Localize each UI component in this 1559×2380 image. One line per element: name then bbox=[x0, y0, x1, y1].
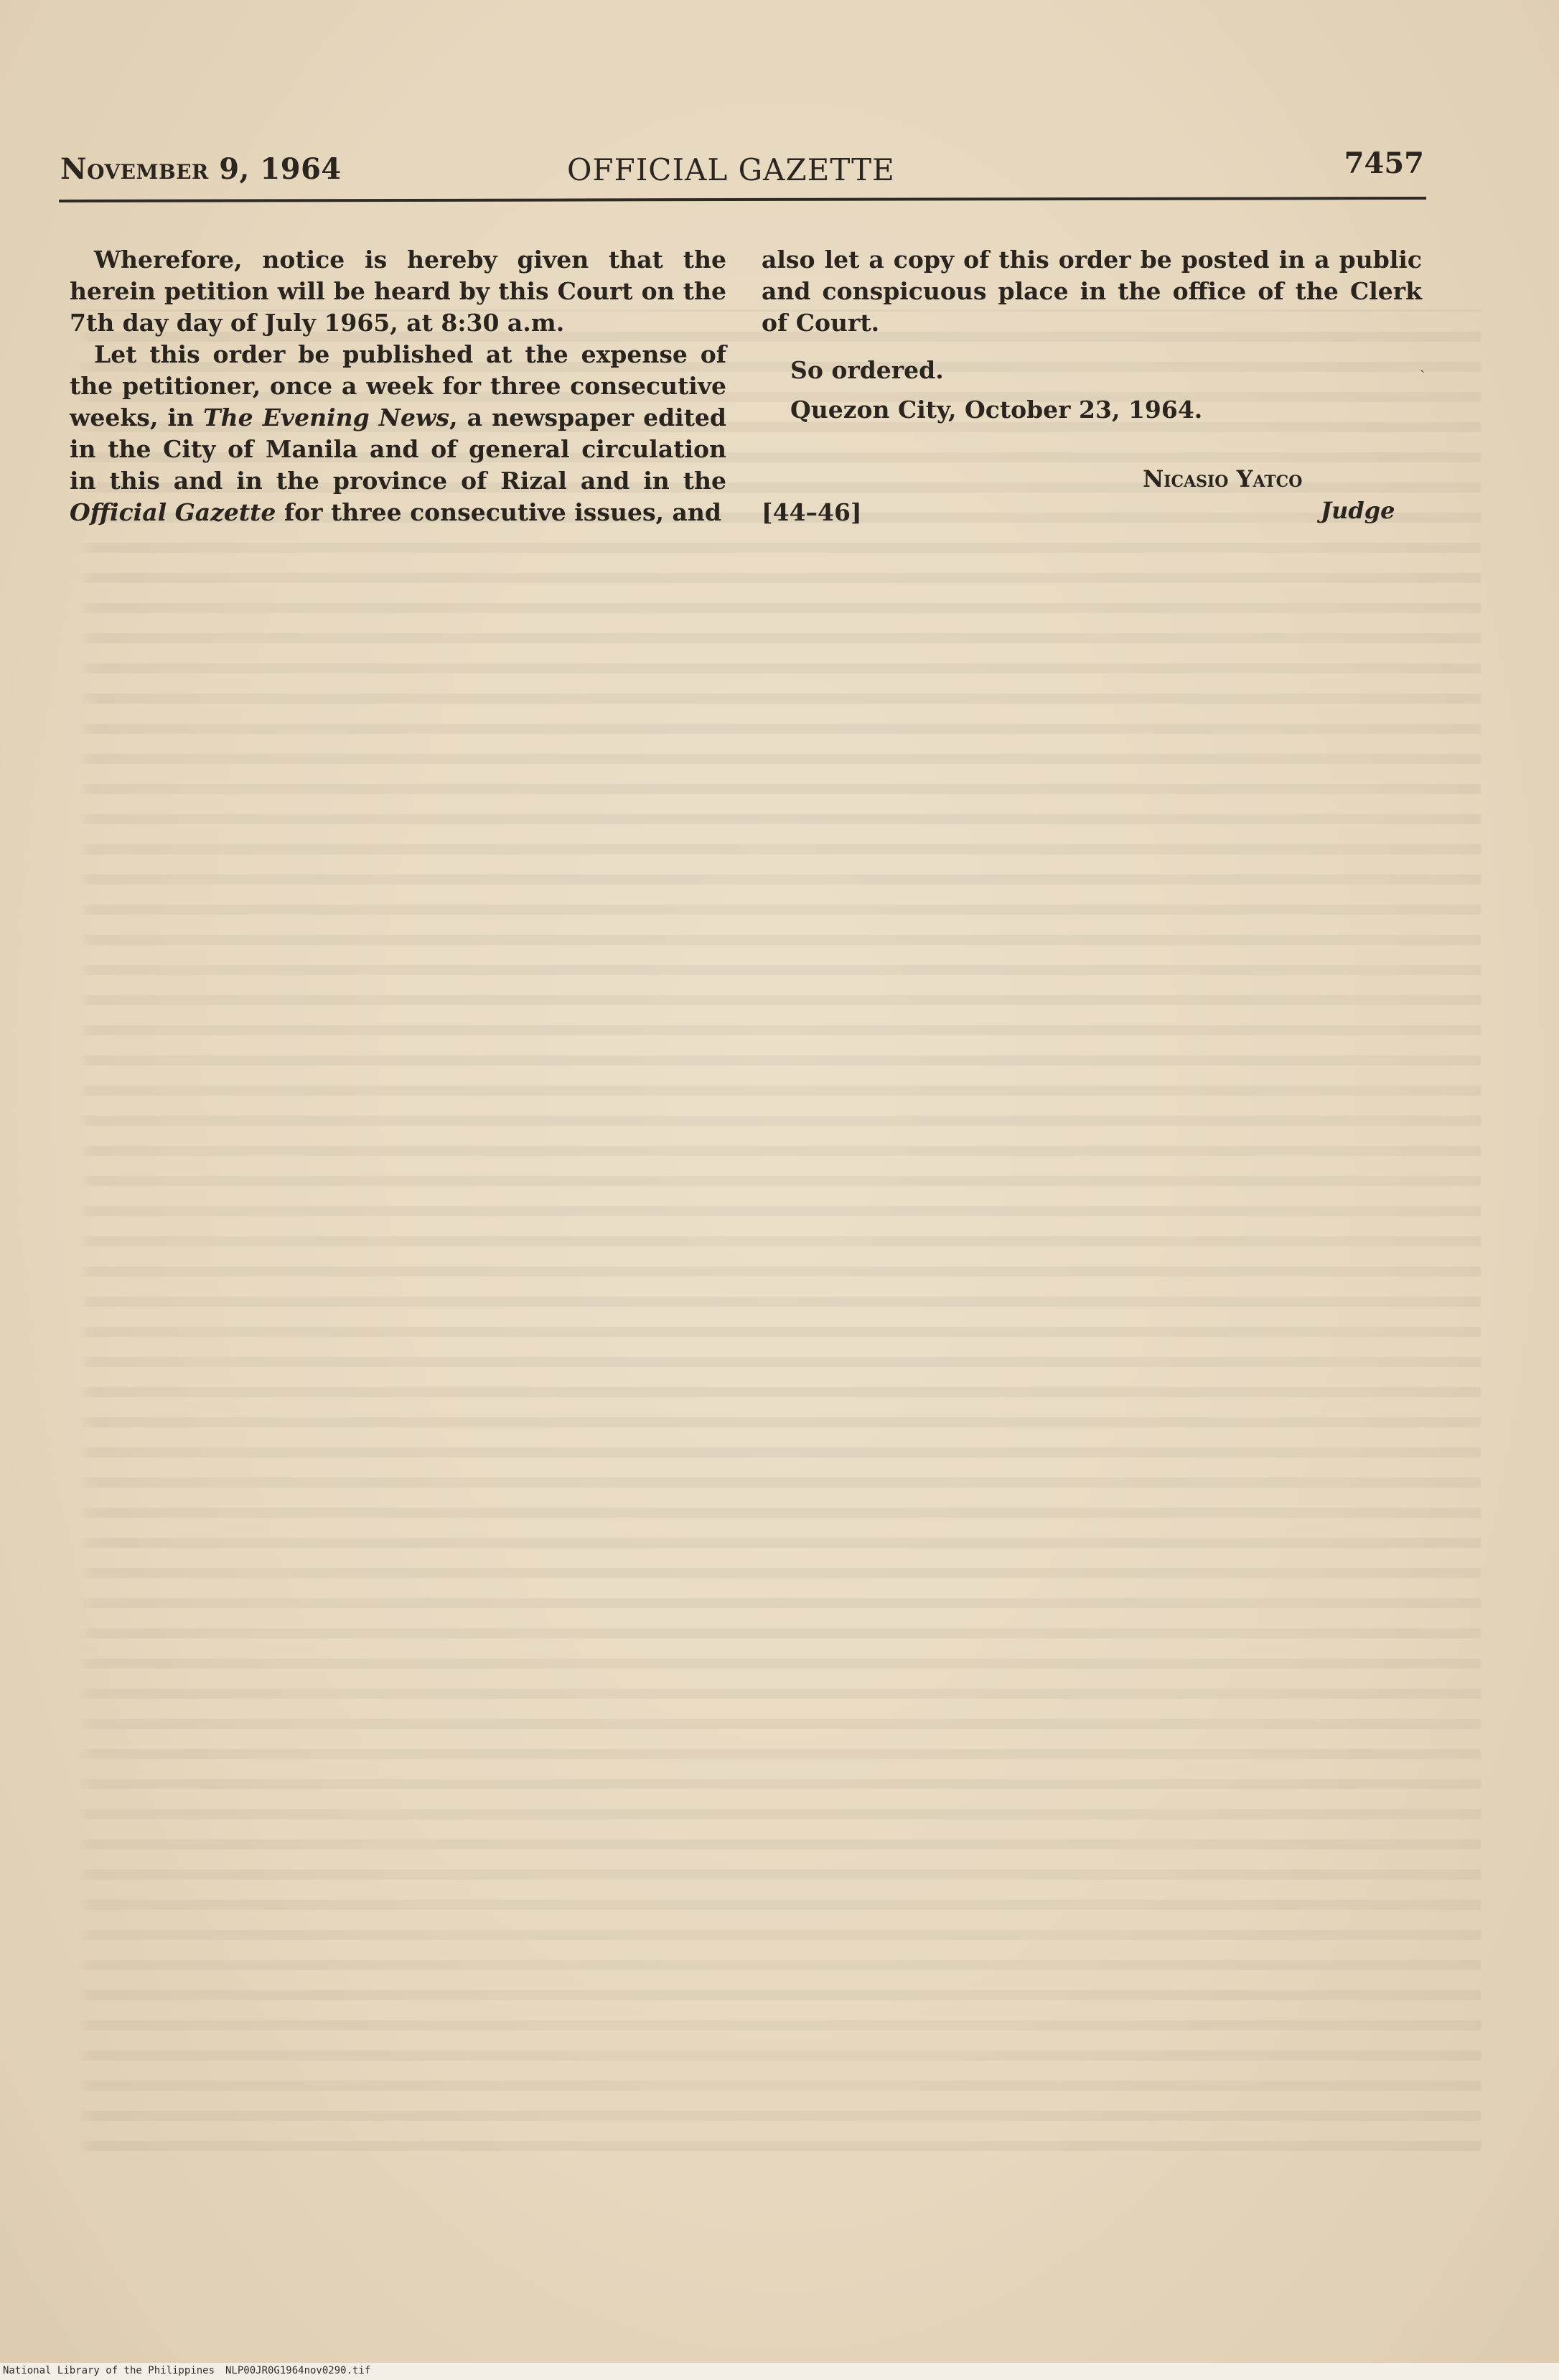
left-column bbox=[70, 244, 726, 528]
header-date: November 9, 1964 bbox=[60, 152, 342, 186]
scan-filename: NLP00JR0G1964nov0290.tif bbox=[225, 2365, 371, 2376]
scan-footer bbox=[0, 2363, 1559, 2380]
publication-title: OFFICIAL GAZETTE bbox=[567, 152, 895, 187]
judge-title: Judge bbox=[1321, 497, 1395, 524]
order-text-1: Let this order be published at the expense of the petitioner, once a week for three consecutive weeks, in bbox=[70, 340, 726, 431]
right-column bbox=[762, 244, 1422, 339]
notice-paragraph: Wherefore, notice is hereby given that the herein petition will be heard by this Court on the 7th day day of July 1965, at 8:30 a.m. bbox=[70, 246, 726, 337]
posting-order-paragraph: also let a copy of this order be posted in a public and conspicuous place in the office of the Clerk of Court. bbox=[762, 246, 1422, 337]
newspaper-name: The Evening News bbox=[203, 403, 449, 431]
publication-order-paragraph bbox=[70, 339, 726, 528]
stray-mark: ˎ bbox=[1420, 355, 1425, 373]
place-and-date: Quezon City, October 23, 1964. bbox=[790, 396, 1203, 424]
page-number: 7457 bbox=[1344, 146, 1424, 180]
library-credit: National Library of the Philippines bbox=[3, 2365, 215, 2376]
gazette-name: Official Gazette bbox=[70, 498, 276, 526]
order-text-3: for three consecutive issues, and bbox=[276, 498, 721, 526]
judge-name: Nicasio Yatco bbox=[1143, 465, 1303, 493]
issue-reference: [44–46] bbox=[762, 498, 862, 526]
order-text-2: , a newspaper edited in the City of Manila and of general circulation in this and in the province of Rizal and in the bbox=[70, 403, 727, 495]
so-ordered-line: So ordered. bbox=[790, 356, 944, 384]
page-header bbox=[60, 146, 1424, 202]
